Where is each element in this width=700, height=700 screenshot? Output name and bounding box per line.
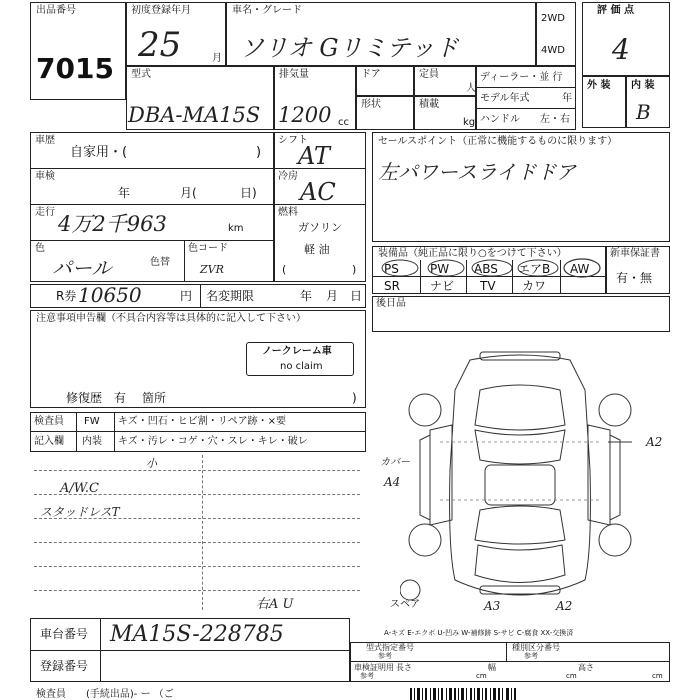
category-ref: 参考: [524, 652, 538, 660]
dealer-label: ディーラー・並 行: [480, 72, 563, 83]
model-year-unit: 年: [562, 93, 572, 104]
rear-items-label: 後日品: [376, 298, 406, 309]
barcode: [410, 688, 670, 700]
sales-point-block: [372, 132, 670, 242]
equipment-label: 装備品（純正品に限り○をつけて下さい）: [378, 248, 567, 259]
name-change-year: 年: [300, 289, 313, 303]
handle-label: ハンドル: [480, 114, 520, 125]
handwritten-note-4: 右A U: [256, 597, 294, 612]
cert-ref: 参考: [360, 672, 374, 680]
drive-cell: [536, 2, 576, 66]
length-unit: cm: [476, 672, 487, 680]
sales-point-value: 左パワースライドドア: [378, 160, 576, 184]
recycle-value: 10650: [78, 283, 142, 307]
shape-label: 形状: [361, 99, 381, 110]
inspector-label: 検査員: [34, 416, 64, 427]
fuel-paren-close: ): [352, 263, 357, 276]
fuel-label: 燃料: [278, 207, 298, 218]
equipment-tv: TV: [480, 279, 496, 293]
lot-number: 7015: [36, 52, 114, 85]
width-label: 幅: [488, 663, 496, 672]
entry-label: 記入欄: [34, 436, 64, 447]
sales-point-label: セールスポイント（正常に機能するものに限ります）: [378, 136, 618, 147]
form-spec-ref: 参考: [378, 652, 392, 660]
repair-label: 修復歴: [66, 391, 103, 405]
grade-label: 評 価 点: [597, 5, 634, 16]
lot-number-label: 出品番号: [36, 5, 76, 16]
model-name-label: 車名・グレード: [232, 5, 302, 16]
bottom-text: (手続出品)- ー （ご: [86, 689, 174, 700]
doors-label: ドア: [361, 69, 381, 80]
equipment-navi: ナビ: [430, 279, 455, 293]
car-damage-diagram: [400, 350, 640, 620]
name-change-label: 名変期限: [206, 289, 255, 303]
inspection-day: 日): [240, 186, 257, 200]
length-label: 長さ: [396, 663, 412, 672]
type-code: DBA-MA15S: [128, 103, 261, 127]
first-registration-year: 25: [138, 25, 182, 65]
damage-legend: A-キズ E-エクボ U-凹み W-補修跡 S-サビ C-腐食 XX-交換済: [384, 629, 574, 637]
form-spec-label: 型式指定番号: [366, 643, 414, 652]
model-year-label: モデル年式: [480, 93, 530, 104]
equipment-ps: PS: [384, 262, 399, 276]
equipment-pw: PW: [430, 262, 450, 276]
damage-mark-a2-right: A2: [646, 435, 663, 449]
color-code-label: 色コード: [188, 243, 228, 254]
registration-label: 登録番号: [40, 659, 89, 673]
color-change-label: 色替: [150, 257, 170, 268]
grade-value: 4: [612, 33, 630, 66]
model-name: ソリオ Gリミテッド: [240, 34, 459, 62]
shift-label: シフト: [278, 135, 308, 146]
category-label: 種別区分番号: [512, 643, 560, 652]
first-registration-label: 初度登録年月: [131, 5, 191, 16]
notes-label: 注意事項申告欄（不具合内容等は具体的に記入して下さい）: [36, 313, 306, 324]
type-label: 型式: [131, 69, 151, 80]
displacement-value: 1200: [278, 103, 332, 127]
displacement-unit: cc: [338, 117, 349, 128]
height-label: 高さ: [578, 663, 594, 672]
recycle-unit: 円: [180, 289, 193, 303]
inspection-year: 年: [118, 186, 131, 200]
load-label: 積載: [419, 99, 439, 110]
mileage-unit: km: [228, 223, 244, 234]
mileage-label: 走行: [35, 207, 55, 218]
color-code-value: ZVR: [200, 263, 224, 276]
equipment-sr: SR: [384, 279, 400, 293]
shift-value: AT: [298, 142, 331, 170]
damage-mark-a4: A4: [384, 475, 401, 489]
inspection-label: 車検: [35, 171, 55, 182]
displacement-label: 排気量: [279, 69, 309, 80]
lot-number-cell: [30, 2, 126, 100]
mileage-value: 4万2千963: [58, 212, 167, 236]
rear-items-block: [372, 296, 670, 332]
ac-value: AC: [300, 178, 336, 206]
exterior-label: 外 装: [587, 80, 611, 91]
history-label: 車歴: [35, 135, 55, 146]
fw-items: キズ・凹石・ヒビ割・リペア跡・×要: [118, 416, 286, 427]
equipment-abs: ABS: [474, 262, 498, 276]
interior-row-label: 内装: [82, 436, 102, 447]
chassis-value: MA15S-228785: [110, 622, 284, 647]
color-label: 色: [35, 243, 45, 254]
no-claim-en: no claim: [280, 361, 323, 372]
drive-2wd: 2WD: [541, 13, 565, 24]
interior-items: キズ・汚レ・コゲ・穴・スレ・キレ・破レ: [118, 436, 308, 447]
repair-value: 有: [114, 391, 127, 405]
interior-grade: B: [636, 100, 651, 124]
history-value: 自家用・(: [70, 145, 128, 160]
spare-label: スペア: [390, 599, 420, 610]
equipment-aw: AW: [570, 262, 590, 276]
color-value: パール: [52, 256, 112, 280]
damage-mark-a3: A3: [484, 599, 501, 613]
history-close: ): [256, 145, 262, 160]
capacity-label: 定員: [419, 69, 439, 80]
width-unit: cm: [566, 672, 577, 680]
name-change-day: 日: [350, 289, 363, 303]
damage-mark-cover: カバー: [380, 457, 410, 468]
fuel-paren-open: (: [282, 263, 287, 276]
damage-mark-a2-bottom: A2: [556, 599, 573, 613]
ac-label: 冷房: [278, 171, 298, 182]
equipment-leather: カワ: [522, 279, 547, 293]
repair-close: ): [352, 391, 357, 405]
capacity-unit: 人: [466, 83, 476, 94]
fuel-gasoline: ガソリン: [298, 221, 342, 234]
interior-grade-label: 内 装: [631, 80, 655, 91]
handwritten-note-2: A/W.C: [60, 481, 99, 496]
chassis-label: 車台番号: [40, 627, 89, 641]
no-claim-jp: ノークレーム車: [262, 346, 332, 357]
warranty-value: 有・無: [616, 271, 653, 285]
warranty-label: 新車保証書: [610, 248, 660, 259]
drive-4wd: 4WD: [541, 45, 565, 56]
first-registration-month-unit: 月: [212, 53, 222, 64]
handle-options: 左・右: [540, 114, 570, 125]
height-unit: cm: [652, 672, 663, 680]
repair-location: 箇所: [142, 391, 167, 405]
cert-label: 車検証明用: [354, 663, 394, 672]
recycle-label: R券: [56, 289, 77, 303]
equipment-airbag: エアB: [518, 262, 551, 276]
name-change-month: 月: [326, 289, 339, 303]
load-unit: kg: [463, 117, 476, 128]
fw-label: FW: [84, 416, 100, 427]
fuel-diesel: 軽 油: [304, 243, 330, 256]
handwritten-note-1: 小: [146, 457, 157, 470]
inspection-month: 月(: [180, 186, 197, 200]
equipment-circle-marks: [372, 246, 606, 294]
bottom-inspector-label: 検査員: [36, 689, 66, 700]
handwritten-note-3: スタッドレスT: [40, 505, 120, 519]
